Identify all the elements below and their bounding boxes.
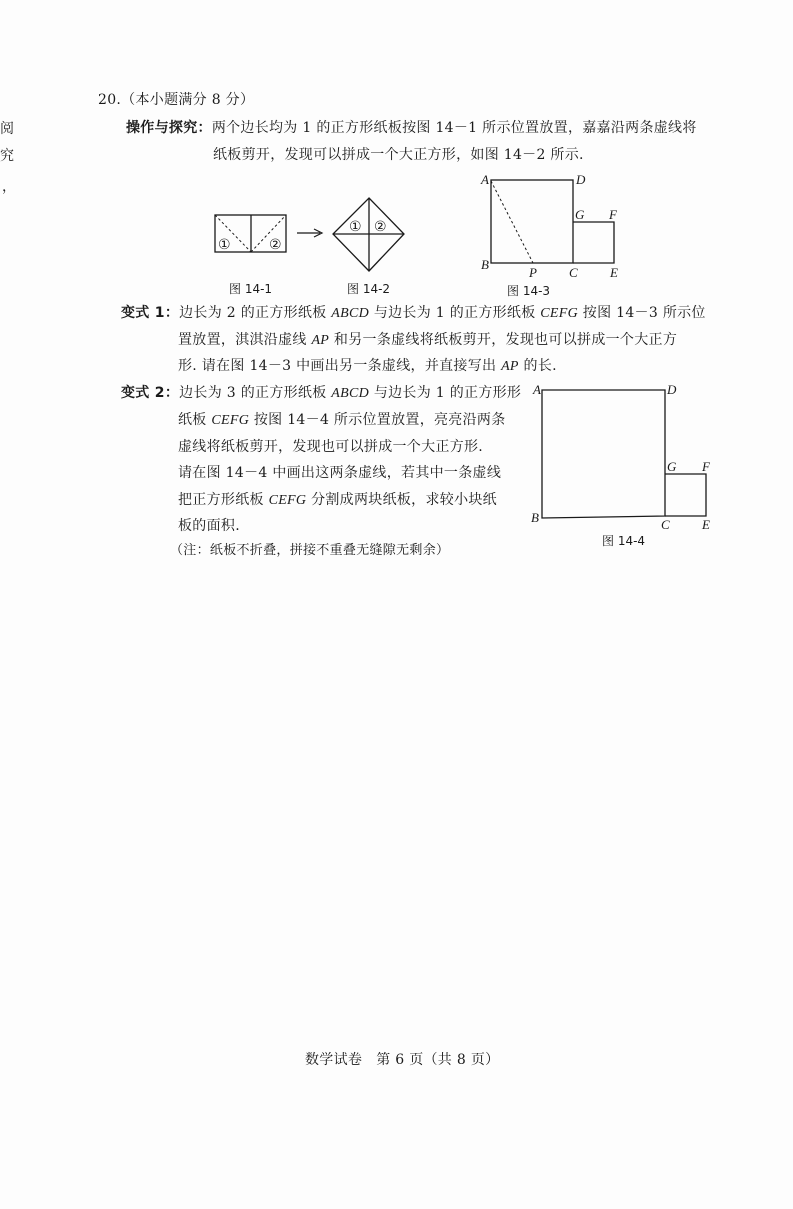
variant2-line2: [178, 410, 506, 431]
footer-page-number: 第 6 页（共 8 页）: [376, 1052, 500, 1068]
fig3-point-d: D: [576, 172, 586, 187]
variant2-line6: 板的面积.: [178, 518, 240, 534]
text: 分割成两块纸板，求较小块纸: [306, 492, 497, 508]
fig3-point-p: P: [529, 265, 537, 280]
variant2-line5: [178, 490, 497, 511]
fig4-point-f: F: [702, 459, 710, 474]
text: 的长.: [518, 358, 557, 374]
variant1-line2: [178, 330, 677, 351]
text: 按图 14－3 所示位: [578, 305, 706, 321]
margin-fragment: 阅: [0, 121, 14, 137]
variant2-line1: [121, 383, 521, 404]
fig2-caption: 图 14-2: [347, 282, 391, 296]
fig4-point-d: D: [667, 382, 677, 397]
fig4-caption: 图 14-4: [602, 534, 646, 548]
math-cefg: CEFG: [268, 493, 307, 508]
fig3-point-c: C: [569, 265, 578, 280]
text: 按图 14－4 所示位置放置，亮亮沿两条: [249, 412, 506, 428]
math-cefg: CEFG: [211, 413, 250, 428]
fig1-caption: 图 14-1: [229, 282, 273, 296]
arrow-icon: [297, 229, 322, 237]
math-abcd: ABCD: [331, 386, 370, 401]
text: 纸板: [178, 412, 212, 428]
math-ap: AP: [311, 333, 330, 348]
explore-label: 操作与探究：: [126, 120, 212, 136]
fig3-point-e: E: [610, 265, 618, 280]
figure-14-4: [542, 390, 706, 518]
variant2-note: （注：纸板不折叠，拼接不重叠无缝隙无剩余）: [170, 543, 450, 558]
figure-14-2: [333, 198, 404, 271]
fig1-label-2: ②: [269, 237, 282, 253]
fig3-point-f: F: [609, 207, 617, 222]
math-abcd: ABCD: [331, 306, 370, 321]
explore-line1: 两个边长均为 1 的正方形纸板按图 14－1 所示位置放置，嘉嘉沿两条虚线将: [211, 120, 697, 136]
text: 与边长为 1 的正方形形: [369, 385, 522, 401]
fig2-label-1: ①: [349, 219, 362, 235]
math-cefg: CEFG: [540, 306, 579, 321]
variant2-label: 变式 2：: [121, 385, 180, 401]
variant2-line3: 虚线将纸板剪开，发现也可以拼成一个大正方形.: [178, 439, 484, 455]
text: 和另一条虚线将纸板剪开，发现也可以拼成一个大正方: [329, 332, 678, 348]
fig4-point-b: B: [531, 510, 539, 525]
margin-fragment: 究: [0, 148, 14, 164]
margin-fragment: ，: [2, 179, 16, 195]
variant1-line1: [121, 303, 706, 324]
math-ap: AP: [501, 359, 519, 374]
text: 把正方形纸板: [178, 492, 269, 508]
fig3-point-a: A: [481, 172, 489, 187]
explore-line2: 纸板剪开，发现可以拼成一个大正方形，如图 14－2 所示.: [213, 147, 584, 163]
figure-14-3: [491, 180, 614, 263]
variant2-line4: 请在图 14－4 中画出这两条虚线，若其中一条虚线: [178, 465, 502, 481]
fig4-point-e: E: [702, 517, 710, 532]
fig4-point-g: G: [667, 459, 677, 474]
text: 与边长为 1 的正方形纸板: [369, 305, 541, 321]
variant1-line3: [178, 356, 557, 377]
page-footer: [305, 1050, 499, 1070]
question-header: 20.（本小题满分 8 分）: [98, 92, 255, 108]
fig1-label-1: ①: [218, 237, 231, 253]
text: 边长为 2 的正方形纸板: [179, 305, 332, 321]
fig3-point-b: B: [481, 257, 489, 272]
text: 置放置，淇淇沿虚线: [178, 332, 312, 348]
fig4-point-c: C: [661, 517, 670, 532]
fig2-label-2: ②: [374, 219, 387, 235]
text: 形. 请在图 14－3 中画出另一条虚线，并直接写出: [178, 358, 502, 374]
fig4-point-a: A: [533, 382, 541, 397]
variant1-label: 变式 1：: [121, 305, 180, 321]
text: 边长为 3 的正方形纸板: [179, 385, 332, 401]
fig3-caption: 图 14-3: [507, 284, 551, 298]
footer-subject: 数学试卷: [305, 1052, 363, 1068]
fig3-point-g: G: [575, 207, 585, 222]
